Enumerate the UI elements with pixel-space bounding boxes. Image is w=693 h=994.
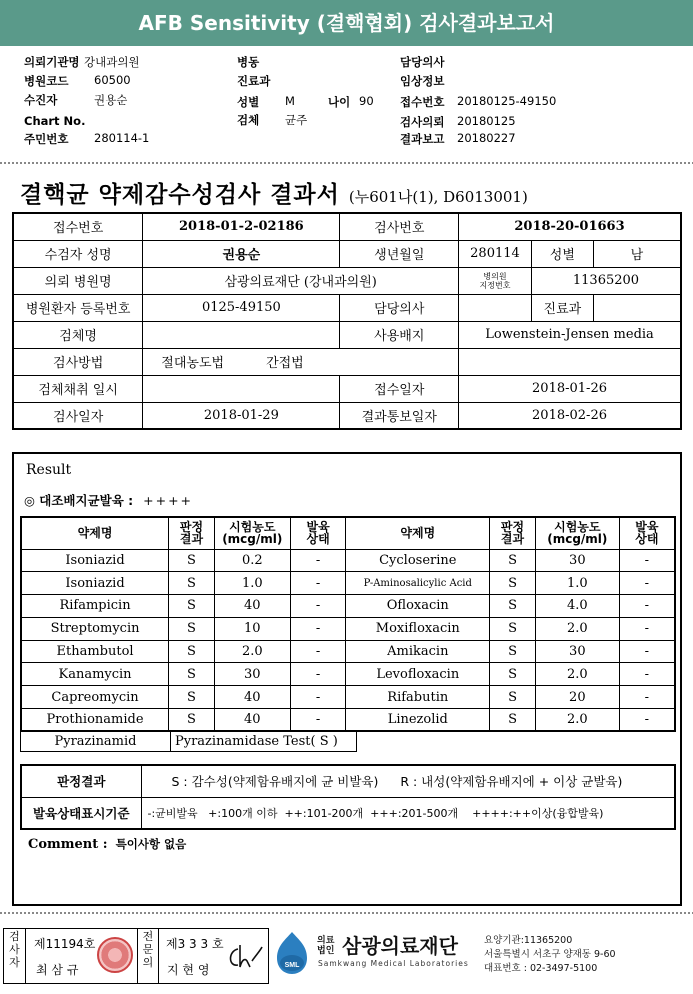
collect	[143, 375, 340, 402]
table-row	[13, 321, 681, 348]
drug-name: Rifampicin	[21, 595, 169, 618]
drug-growth: -	[619, 617, 675, 640]
drug-growth: -	[619, 572, 675, 595]
drug-name: Moxifloxacin	[346, 617, 490, 640]
drug-growth: -	[619, 595, 675, 618]
received-label: 접수일자	[340, 375, 459, 402]
drug-result: S	[169, 595, 215, 618]
comment	[28, 836, 186, 852]
meta-value: 20180125-49150	[457, 94, 557, 108]
notified-label: 결과통보일자	[340, 402, 459, 429]
meta-value: 균주	[285, 113, 308, 127]
table-row	[21, 663, 675, 686]
col-conc: 시험농도 (mcg/ml)	[214, 517, 290, 549]
test-no: 2018-20-01663	[459, 213, 681, 240]
drug-name: Cycloserine	[346, 549, 490, 572]
hosp-code-label	[459, 267, 532, 294]
drug-rows	[21, 549, 675, 731]
drug-result: S	[169, 686, 215, 709]
drug-growth: -	[290, 640, 346, 663]
drug-concentration: 2.0	[535, 663, 619, 686]
hospital-name: 삼광의료재단 (강내과의원)	[143, 267, 459, 294]
dept-label: 진료과	[531, 294, 593, 321]
drug-result: S	[490, 686, 536, 709]
meta-label: 담당의사	[400, 55, 445, 69]
drug-result: S	[490, 640, 536, 663]
drug-concentration: 1.0	[535, 572, 619, 595]
meta-value: 20180227	[457, 131, 516, 145]
drug-growth: -	[290, 572, 346, 595]
drug-result: S	[169, 617, 215, 640]
pyrazinamid-row	[20, 730, 357, 752]
org-code: 요양기관:11365200	[484, 935, 573, 946]
seal-stamp	[97, 937, 133, 973]
table-header-row	[21, 517, 675, 549]
drug-concentration: 2.0	[535, 709, 619, 732]
drug-result: S	[169, 663, 215, 686]
method-2: 간접법	[266, 356, 304, 371]
meta-label: 의뢰기관명	[24, 55, 80, 69]
col-judge: 판정 결과	[490, 517, 536, 549]
drug-concentration: 4.0	[535, 595, 619, 618]
meta-label: 접수번호	[400, 95, 445, 109]
received: 2018-01-26	[459, 375, 681, 402]
method-1: 절대농도법	[161, 356, 225, 371]
method-blank	[459, 348, 681, 375]
meta-label: 주민번호	[24, 132, 69, 146]
tester-no: 제11194호	[34, 937, 96, 951]
specimen	[143, 321, 340, 348]
org-address: 서울특별시 서초구 양재동 9-60	[484, 949, 616, 960]
report-header-title: AFB Sensitivity (결핵협회) 검사결과보고서	[138, 11, 555, 35]
report-title	[20, 176, 528, 209]
org-english-name: Samkwang Medical Laboratories	[318, 959, 469, 968]
meta-value: 90	[359, 94, 374, 108]
meta-label: 나이	[328, 95, 351, 109]
drug-growth: -	[619, 663, 675, 686]
drug-name: Levofloxacin	[346, 663, 490, 686]
judge-s: S : 감수성(약제함유배지에 균 비발육)	[171, 774, 379, 790]
pyrazinamid-drug: Pyrazinamid	[21, 731, 171, 752]
divider	[0, 912, 693, 914]
drug-name: Capreomycin	[21, 686, 169, 709]
hosp-code-label-2: 지정번호	[479, 280, 511, 290]
table-row	[21, 617, 675, 640]
dept	[593, 294, 681, 321]
specialist-label-text: 전 문 의	[142, 930, 154, 969]
org-name: 삼광의료재단	[342, 934, 458, 958]
drug-result: S	[490, 595, 536, 618]
table-row	[13, 240, 681, 267]
table-row	[13, 213, 681, 240]
col-conc: 시험농도 (mcg/ml)	[535, 517, 619, 549]
growth-criteria: -:균비발육 +:100개 이하 ++:101-200개 +++:201-500개 ++++:++이상(융합발육)	[141, 797, 675, 829]
drug-name: Isoniazid	[21, 549, 169, 572]
growth-label: 발육상태표시기준	[21, 797, 141, 829]
org-phone: 대표번호 : 02-3497-5100	[484, 963, 598, 974]
org-info	[484, 934, 616, 976]
sex-value: 남	[593, 240, 681, 267]
birth-date: 280114	[459, 240, 532, 267]
table-row	[21, 709, 675, 732]
meta-label: 병동	[237, 55, 260, 69]
meta-label: Chart No.	[24, 114, 86, 128]
drug-growth: -	[619, 686, 675, 709]
drug-growth: -	[290, 549, 346, 572]
drug-concentration: 0.2	[214, 549, 290, 572]
report-title-text: 결핵균 약제감수성검사 결과서	[20, 181, 340, 208]
legend-table	[20, 764, 676, 830]
svg-text:SML: SML	[284, 962, 300, 969]
drug-concentration: 10	[214, 617, 290, 640]
col-growth: 발육 상태	[619, 517, 675, 549]
signature	[226, 941, 266, 973]
drug-name: Isoniazid	[21, 572, 169, 595]
drug-concentration: 30	[535, 640, 619, 663]
meta-label: 결과보고	[400, 132, 445, 146]
drug-name: Linezolid	[346, 709, 490, 732]
meta-value: 280114-1	[94, 131, 150, 145]
tester-label-text: 검 사 자	[9, 930, 20, 969]
result-panel	[12, 452, 682, 906]
birth-label: 생년월일	[340, 240, 459, 267]
tested-label: 검사일자	[13, 402, 143, 429]
reg-no-label: 병원환자 등록번호	[13, 294, 143, 321]
meta-label: 수진자	[24, 93, 58, 107]
drug-concentration: 30	[535, 549, 619, 572]
meta-label: 검사의뢰	[400, 115, 445, 129]
patient-label: 수검자 성명	[13, 240, 143, 267]
meta-value: 20180125	[457, 114, 516, 128]
drug-name: P-Aminosalicylic Acid	[346, 572, 490, 595]
table-row	[13, 267, 681, 294]
medium: Lowenstein-Jensen media	[459, 321, 681, 348]
drug-name: Amikacin	[346, 640, 490, 663]
table-row	[21, 595, 675, 618]
logo-icon	[273, 930, 311, 976]
hospital-label: 의뢰 병원명	[13, 267, 143, 294]
col-judge: 판정 결과	[169, 517, 215, 549]
receipt-no: 2018-01-2-02186	[143, 213, 340, 240]
col-drug: 약제명	[346, 517, 490, 549]
meta-value: M	[285, 94, 295, 108]
drug-name: Streptomycin	[21, 617, 169, 640]
table-row	[21, 640, 675, 663]
drug-result: S	[490, 617, 536, 640]
method-label: 검사방법	[13, 348, 143, 375]
drug-name: Kanamycin	[21, 663, 169, 686]
table-row	[21, 686, 675, 709]
info-table	[12, 212, 682, 430]
collect-label: 검체채취 일시	[13, 375, 143, 402]
meta-label: 병원코드	[24, 74, 69, 88]
judge-criteria	[141, 765, 675, 797]
doctor-label: 담당의사	[340, 294, 459, 321]
method	[143, 348, 459, 375]
patient-name: 권용순	[143, 240, 340, 267]
specialist-name: 지 현 영	[167, 963, 210, 977]
pyrazinamid-test: Pyrazinamidase Test( S )	[171, 731, 357, 752]
drug-result: S	[490, 709, 536, 732]
drug-growth: -	[290, 617, 346, 640]
table-row	[13, 294, 681, 321]
receipt-no-label: 접수번호	[13, 213, 143, 240]
test-no-label: 검사번호	[340, 213, 459, 240]
drug-result: S	[490, 549, 536, 572]
drug-table	[20, 516, 676, 732]
tester-name: 최 삼 규	[36, 963, 79, 977]
drug-name: Prothionamide	[21, 709, 169, 732]
sex-label: 성별	[531, 240, 593, 267]
drug-growth: -	[619, 549, 675, 572]
meta-label: 진료과	[237, 74, 271, 88]
drug-name: Ofloxacin	[346, 595, 490, 618]
tester-label	[4, 929, 26, 983]
table-row	[21, 731, 357, 752]
drug-concentration: 20	[535, 686, 619, 709]
meta-value: 60500	[94, 73, 131, 87]
drug-growth: -	[290, 686, 346, 709]
footer	[0, 928, 693, 988]
col-drug: 약제명	[21, 517, 169, 549]
meta-value: 권용순	[94, 93, 128, 107]
control-growth	[24, 491, 193, 509]
comment-label: Comment :	[28, 837, 108, 852]
hosp-code: 11365200	[531, 267, 681, 294]
drug-result: S	[490, 572, 536, 595]
meta-label: 검체	[237, 113, 260, 127]
tested: 2018-01-29	[143, 402, 340, 429]
drug-concentration: 2.0	[214, 640, 290, 663]
col-growth: 발육 상태	[290, 517, 346, 549]
doctor	[459, 294, 532, 321]
report-header	[0, 0, 693, 46]
signature-box	[3, 928, 269, 984]
specialist-label	[137, 929, 159, 983]
specimen-label: 검체명	[13, 321, 143, 348]
drug-concentration: 2.0	[535, 617, 619, 640]
result-label: Result	[26, 462, 72, 478]
table-row	[13, 402, 681, 429]
drug-growth: -	[290, 595, 346, 618]
drug-result: S	[169, 640, 215, 663]
notified: 2018-02-26	[459, 402, 681, 429]
drug-result: S	[490, 663, 536, 686]
medium-label: 사용배지	[340, 321, 459, 348]
patient-meta	[24, 54, 684, 152]
drug-growth: -	[619, 709, 675, 732]
control-label: ◎ 대조배지균발육 :	[24, 493, 134, 508]
drug-concentration: 40	[214, 686, 290, 709]
control-value: ++++	[143, 493, 194, 508]
comment-text: 특이사항 없음	[115, 837, 187, 851]
drug-result: S	[169, 709, 215, 732]
meta-value: 강내과의원	[84, 55, 140, 69]
drug-concentration: 1.0	[214, 572, 290, 595]
drug-concentration: 40	[214, 709, 290, 732]
meta-label: 성별	[237, 95, 260, 109]
table-row	[21, 549, 675, 572]
hosp-code-label-1: 병의원	[483, 271, 507, 281]
drug-concentration: 30	[214, 663, 290, 686]
drug-concentration: 40	[214, 595, 290, 618]
drug-result: S	[169, 549, 215, 572]
divider	[0, 162, 693, 164]
table-row	[13, 348, 681, 375]
drug-name: Ethambutol	[21, 640, 169, 663]
org-prefix: 의료 법인	[317, 936, 335, 956]
meta-label: 임상정보	[400, 74, 445, 88]
drug-result: S	[169, 572, 215, 595]
table-row	[21, 572, 675, 595]
drug-growth: -	[619, 640, 675, 663]
table-row	[21, 797, 675, 829]
reg-no: 0125-49150	[143, 294, 340, 321]
drug-growth: -	[290, 709, 346, 732]
specialist-no: 제3 3 3 호	[166, 937, 224, 951]
table-row	[21, 765, 675, 797]
table-row	[13, 375, 681, 402]
judge-r: R : 내성(약제함유배지에 + 이상 균발육)	[400, 774, 623, 790]
judge-label: 판정결과	[21, 765, 141, 797]
drug-name: Rifabutin	[346, 686, 490, 709]
drug-growth: -	[290, 663, 346, 686]
report-code: (누601나(1), D6013001)	[348, 188, 528, 206]
